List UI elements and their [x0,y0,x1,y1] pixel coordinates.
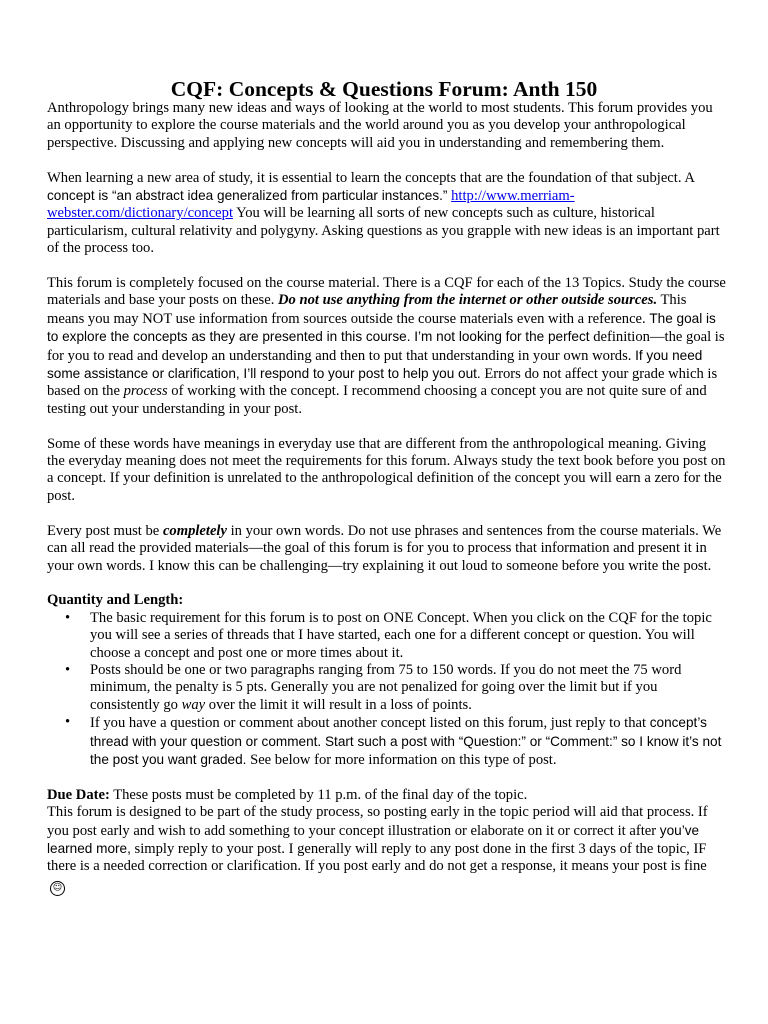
posts-length-text-end: over the limit it will result in a loss of points. [205,696,472,713]
focus-goal-text: The goal is to explore the concepts as they are presented in this course. I’m not looking for the perfect [47,310,716,345]
list-item [90,714,727,769]
page-title: CQF: Concepts & Questions Forum: Anth 150 [170,77,598,101]
own-words-text-a: Every post must be [47,522,163,539]
quantity-length-heading: Quantity and Length: [47,592,184,609]
own-words-text-c: in your own words. Do not use phrases and sentences from the course materials. We can all read the provided materials—the goal of this forum is for you to process that information and present it in your own words. I know this can be challenging—try explaining it out loud to someone before you write the post. [47,522,722,574]
focus-text-a: This forum is completely focused on the course material. There is a CQF for each of the 13 Topics. Study the course materials and base your posts on these. [47,275,726,309]
question-comment-text: If you have a question or comment about another concept listed on this forum, just reply to that [90,715,647,732]
due-date-line [47,787,727,804]
question-comment-instructions: concept’s thread with your question or comment. Start such a post with “Question:” or “Comment:” so I know it’s not the post you want graded. [90,715,722,767]
early-posting-learned-text: you’ve learned more, [47,822,700,856]
focus-text-g: Errors do not affect your grade which is based on the [47,366,718,400]
quantity-list [47,610,727,770]
list-item [90,662,727,714]
due-date-text: These posts must be completed by 11 p.m. of the final day of the topic. [109,786,528,803]
list-item: • The basic requirement for this forum is to post on ONE Concept. When you click on the CQF for the topic you will see a series of threads that I have started, each one for a different concept or question. You will choose a concept and post one or more times about it. [90,610,727,662]
concept-text-a: When learning a new area of study, it is essential to learn the concepts that are the foundation of that subject. A [47,169,695,186]
focus-text-i: of working with the concept. I recommend choosing a concept you are not quite sure of and testing out your understanding in your post. [47,383,707,417]
question-comment-text-end: See below for more information on this type of post. [246,751,557,768]
posts-length-text: Posts should be one or two paragraphs ranging from 75 to 150 words. If you do not meet the 75 word minimum, the penalty is 5 pts. Generally you are not penalized for going over the limit but if you consistently go [90,661,682,713]
everyday-meaning-paragraph: Some of these words have meanings in everyday use that are different from the anthropological meaning. Giving the everyday meaning does not meet the requirements for this forum. Always study the text book before you post on a concept. If your definition is unrelated to the anthropological definition of the concept you will earn a zero for the post. [47,435,726,504]
early-posting-text-d: simply reply to your post. I generally will reply to any post done in the first 3 days of the topic, IF there is a needed correction or clarification. If you post early and do not get a response, it means your post is fine [47,840,707,875]
early-posting-text-b: This forum is designed to be part of the study process, so posting early in the topic period will aid that process. If you post early and wish to add something to your concept illustration or elaborate on it or correct it after [47,804,708,839]
early-posting-paragraph [47,804,727,896]
forum-focus-paragraph [47,275,727,418]
concept-text-c: You will be learning all sorts of new concepts such as culture, historical particularism, cultural relativity and polygyny. Asking questions as you grapple with new ideas is an important part of the process too. [47,205,720,257]
document-body [47,100,727,896]
no-internet-warning: Do not use anything from the internet or other outside sources. [278,292,658,309]
way-emphasis: way [181,696,206,713]
focus-text-e: definition—the goal is for you to read and develop an understanding and then to put that understanding in your own words. [47,329,725,364]
own-words-paragraph [47,523,727,575]
merriam-webster-link[interactable]: http://www.merriam-webster.com/dictionary/concept [47,188,575,222]
smiley-icon: ☺ [50,881,65,896]
process-emphasis: process [123,383,168,400]
concept-definition: concept is “an abstract idea generalized from particular instances.” [47,188,448,204]
concept-paragraph [47,170,727,258]
focus-text-c: This means you may NOT use information from sources outside the course materials even with a reference. [47,292,687,327]
focus-assistance-text: If you need some assistance or clarification, I’ll respond to your post to help you out. [47,347,703,382]
completely-emphasis: completely [162,522,227,539]
due-date-label: Due Date: [47,786,110,803]
intro-paragraph: Anthropology brings many new ideas and ways of looking at the world to most students. This forum provides you an opportunity to explore the course materials and the world around you as you develop your anthropological perspective. Discussing and applying new concepts will aid you in understanding and remembering them. [47,100,713,151]
